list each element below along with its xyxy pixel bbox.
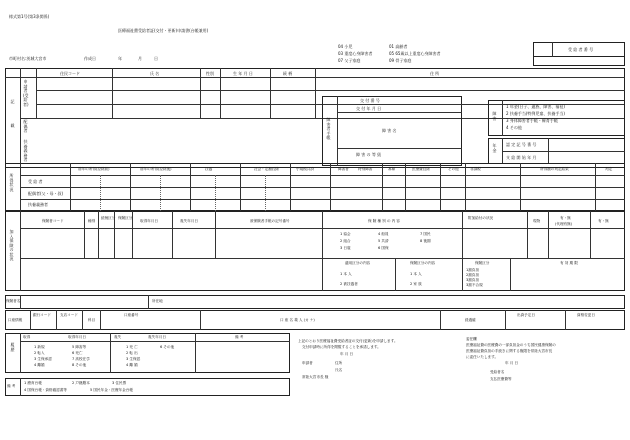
ins-count-label: 保険区分 <box>475 261 490 265</box>
disability-item-1: 1 年金(日子、遺族、障害、福祉) <box>506 104 565 109</box>
recipient-number-label: 受 給 者 番 号 <box>568 47 594 52</box>
change-date-label: 出資予定日 <box>517 313 535 317</box>
form-title: 医療福祉費受給者証(交付・更新)申請書(台帳兼用) <box>118 28 209 33</box>
bank-label: 口座情報 <box>8 318 23 322</box>
handbook-label: 障害者手帳 <box>326 117 331 140</box>
delegation-addr: 支払医療費等 <box>490 377 512 381</box>
ins-h-start: 取得年月日 <box>140 219 158 223</box>
acq-item-5: 5 障害等 <box>72 345 87 349</box>
benefit-item-5: 5 共済 <box>378 239 389 243</box>
ins-term-label: 有 効 期 限 <box>560 261 578 265</box>
cert-level-label: 障 害 の 等 級 <box>356 152 382 157</box>
notes-label: 備 考 <box>7 384 16 388</box>
entry-label: 載 <box>10 123 15 128</box>
history-acq: 取得 <box>23 335 31 339</box>
allowance-row2: 支 給 開 始 年 月 <box>506 155 537 160</box>
insurer-box <box>5 295 625 309</box>
income-h-widow: 寡婦 <box>388 167 396 171</box>
ins-p1: 1 本 人 <box>340 272 352 276</box>
benefit-item-2: 2 組合 <box>340 239 351 243</box>
disability-item-2: 2 扶養手当(特例児童、扶養手当) <box>506 111 565 116</box>
ins-h-ins: 保険区分 <box>118 216 133 220</box>
application-ymd: 年 月 日 <box>340 352 354 356</box>
date-label: 作成日 <box>84 56 96 61</box>
branch-code-label: 支店コード <box>60 313 78 317</box>
remark-label: 経過確 <box>465 318 476 322</box>
income-h-prev: 前年の所得(控除前) <box>78 167 110 171</box>
insurer-name-label: 保険者名 <box>6 299 21 303</box>
disability-item-3: 3 身体障害者手帳・療育手帳 <box>506 118 558 123</box>
ins-count-4: 3割不合規 <box>466 283 483 287</box>
header-relation: 続 柄 <box>283 71 293 76</box>
application-applicant: 申請者 <box>302 361 313 365</box>
header-name: 氏 名 <box>150 71 160 76</box>
application-text2: 交付申請時に所得を閲覧することを承諾します。 <box>302 345 381 349</box>
cert-date-label: 交 付 年 月 日 <box>356 106 382 111</box>
ins-h-code: 保険者コード <box>42 219 64 223</box>
date-day: 日 <box>154 56 158 61</box>
municipality-label: 市町村名:茨城大宮市 <box>9 56 47 61</box>
benefit-item-6: 6 国保 <box>378 246 389 250</box>
acq-item-8: 8 その他 <box>72 363 87 367</box>
ins-h-med: 現物 <box>533 219 541 223</box>
history-loss: 喪失 <box>114 335 122 339</box>
applicant-label: 申請者(受給者) <box>23 79 29 107</box>
ins-count-1: 1割負担 <box>466 268 480 272</box>
category-4: 01 高齢者 <box>389 44 408 49</box>
loss-item-2: 2 転 出 <box>126 351 138 355</box>
loss-item-3: 3 生保認 <box>126 357 141 361</box>
income-row-spouse: 配偶者(父・母・叔) <box>28 191 64 196</box>
acq-item-6: 6 死亡 <box>72 351 83 355</box>
ins-h-yes: 有・無 <box>560 216 571 220</box>
allowance-row1: 認 定 記 号 番 号 <box>506 142 537 147</box>
notes-box <box>5 378 290 396</box>
loss-item-1: 1 死 亡 <box>126 345 138 349</box>
ins-h-high: 附加給付の状況 <box>468 216 494 220</box>
ins-h-pay: (代理有無) <box>555 222 573 226</box>
disability-item-4: 4 その他 <box>506 125 522 130</box>
category-1: 04 小児 <box>338 44 353 49</box>
history-label: 履歴 <box>10 342 15 352</box>
expiry-label: 資格変更日 <box>577 313 595 317</box>
notes-item-3: 3 住民票 <box>112 381 127 385</box>
income-h-judge: 判定 <box>605 167 613 171</box>
header-birth: 生 年 月 日 <box>233 71 253 76</box>
income-h-total: 所得額の判定結果 <box>540 167 569 171</box>
delegation-label: 委任欄 <box>466 337 477 341</box>
benefit-item-7: 7 国民 <box>420 232 431 236</box>
delegation-ymd: 年 月 日 <box>505 361 519 365</box>
header-sex: 性別 <box>206 71 214 76</box>
benefit-item-3: 3 日雇 <box>340 246 351 250</box>
spouse-label: 配偶者 <box>23 119 28 133</box>
benefit-item-8: 8 後期 <box>420 239 431 243</box>
bank-code-label: 銀行コード <box>33 313 51 317</box>
ins-h-kind: 種別 <box>88 219 96 223</box>
ins-h-card: 被保険者手帳の記号番号 <box>250 219 290 223</box>
income-h-nontax: 非課税 <box>470 167 481 171</box>
category-2: 03 重度心身障害者 <box>338 51 373 56</box>
income-h-disabled: 障害者 <box>338 167 349 171</box>
application-address: 住所 <box>335 361 343 365</box>
income-section-label: 所得状況 <box>9 173 14 192</box>
loss-item-6: 6 その他 <box>160 345 175 349</box>
insurer-address-label: 所在地 <box>152 299 163 303</box>
bank-type-label: 科目 <box>88 318 96 322</box>
ins-h-div: 続柄区分 <box>101 216 116 220</box>
category-6: 09 骨子家庭 <box>389 58 412 63</box>
notes-item-1: 1 療育台帳 <box>24 381 42 385</box>
ins-limit-label: 適用区分の内容 <box>345 261 371 265</box>
date-month: 月 <box>138 56 142 61</box>
acq-item-2: 2 転入 <box>34 351 45 355</box>
income-h-deduct: 扶養 <box>205 167 213 171</box>
income-row-payer: 扶養義務者 <box>28 202 48 207</box>
delegation-text1: 医療福祉費の医療費の一部負担金のうち国民健康保険の <box>466 343 556 347</box>
history-acq-date: 取得年月日 <box>68 335 86 339</box>
date-year: 年 <box>118 56 122 61</box>
income-h-medical: 医療費控除 <box>412 167 430 171</box>
ins-h-yes2: 有・無 <box>598 219 609 223</box>
ins-h-benefit: 保 険 種 別 の 内 容 <box>368 219 401 223</box>
ins-count-3: 3割負担 <box>466 278 480 282</box>
acq-item-3: 3 生保承認 <box>34 357 52 361</box>
ins-q2: 2 家 族 <box>410 282 422 286</box>
application-text1: 上記のとおり医療福祉費受給者証の交付(更新)を申請します。 <box>298 339 398 343</box>
delegation-recipient: 受給者名 <box>490 370 505 374</box>
account-no-label: 口座番号 <box>124 313 139 317</box>
income-h-other: その他 <box>448 167 459 171</box>
notes-item-4: 4 国保台帳・資格確認書等 <box>24 388 67 392</box>
payer-label: 扶養義務者 <box>23 139 28 162</box>
ins-q1: 1 本 人 <box>410 272 422 276</box>
income-h-social: 社会・定額控除 <box>254 167 280 171</box>
category-3: 07 父子家庭 <box>338 58 361 63</box>
application-name: 氏名 <box>335 368 343 372</box>
income-h-special: 特別障害 <box>358 167 373 171</box>
insurance-section-label: 加入保険の状況 <box>9 229 14 261</box>
income-h-small: 小規模共済 <box>296 167 314 171</box>
acq-item-7: 7 高校在学 <box>72 357 90 361</box>
cert-no-label: 交 付 番 号 <box>360 98 380 103</box>
allowance-label: 年金 <box>492 143 497 153</box>
delegation-text3: に委任いたします。 <box>466 355 499 359</box>
application-mayor: 常陸大宮市長 様 <box>302 375 329 379</box>
account-holder-label: 口 座 名 義 人 (カ ナ) <box>280 318 315 322</box>
header-address: 住 所 <box>430 71 440 76</box>
benefit-item-1: 1 協会 <box>340 232 351 236</box>
history-loss-date: 喪失年月日 <box>148 335 166 339</box>
notes-item-2: 2 戸籍謄本 <box>72 381 90 385</box>
disability-label: 障害 <box>492 111 497 121</box>
income-row-subject: 受 給 者 <box>28 179 43 184</box>
record-label: 記 <box>10 99 15 104</box>
cert-grade-label: 障 害 名 <box>382 128 397 133</box>
delegation-text2: 医療福祉費負担の手続きに関する権限を常陸大宮市長 <box>466 349 553 353</box>
notes-item-5: 5 国民年金・医療年金台帳 <box>90 388 133 392</box>
history-remarks: 備 考 <box>235 335 244 339</box>
header-zip: 住民コード <box>60 71 80 76</box>
income-h-prev2: 前年の所得(控除後) <box>140 167 172 171</box>
ins-count-2: 2割負担 <box>466 273 480 277</box>
form-number: 様式第1号(第3条関係) <box>9 14 50 19</box>
category-5: 05 65歳以上重度心身障害者 <box>389 51 441 56</box>
ins-h-loss: 喪失年月日 <box>180 219 198 223</box>
acq-item-1: 1 新規 <box>34 345 45 349</box>
benefit-item-4: 4 船員 <box>378 232 389 236</box>
loss-item-4: 4 離 婚 <box>126 363 138 367</box>
ins-p2: 2 被扶養者 <box>340 282 358 286</box>
acq-item-4: 4 離婚 <box>34 363 45 367</box>
ins-limit2-label: 保険区分の内容 <box>410 261 436 265</box>
